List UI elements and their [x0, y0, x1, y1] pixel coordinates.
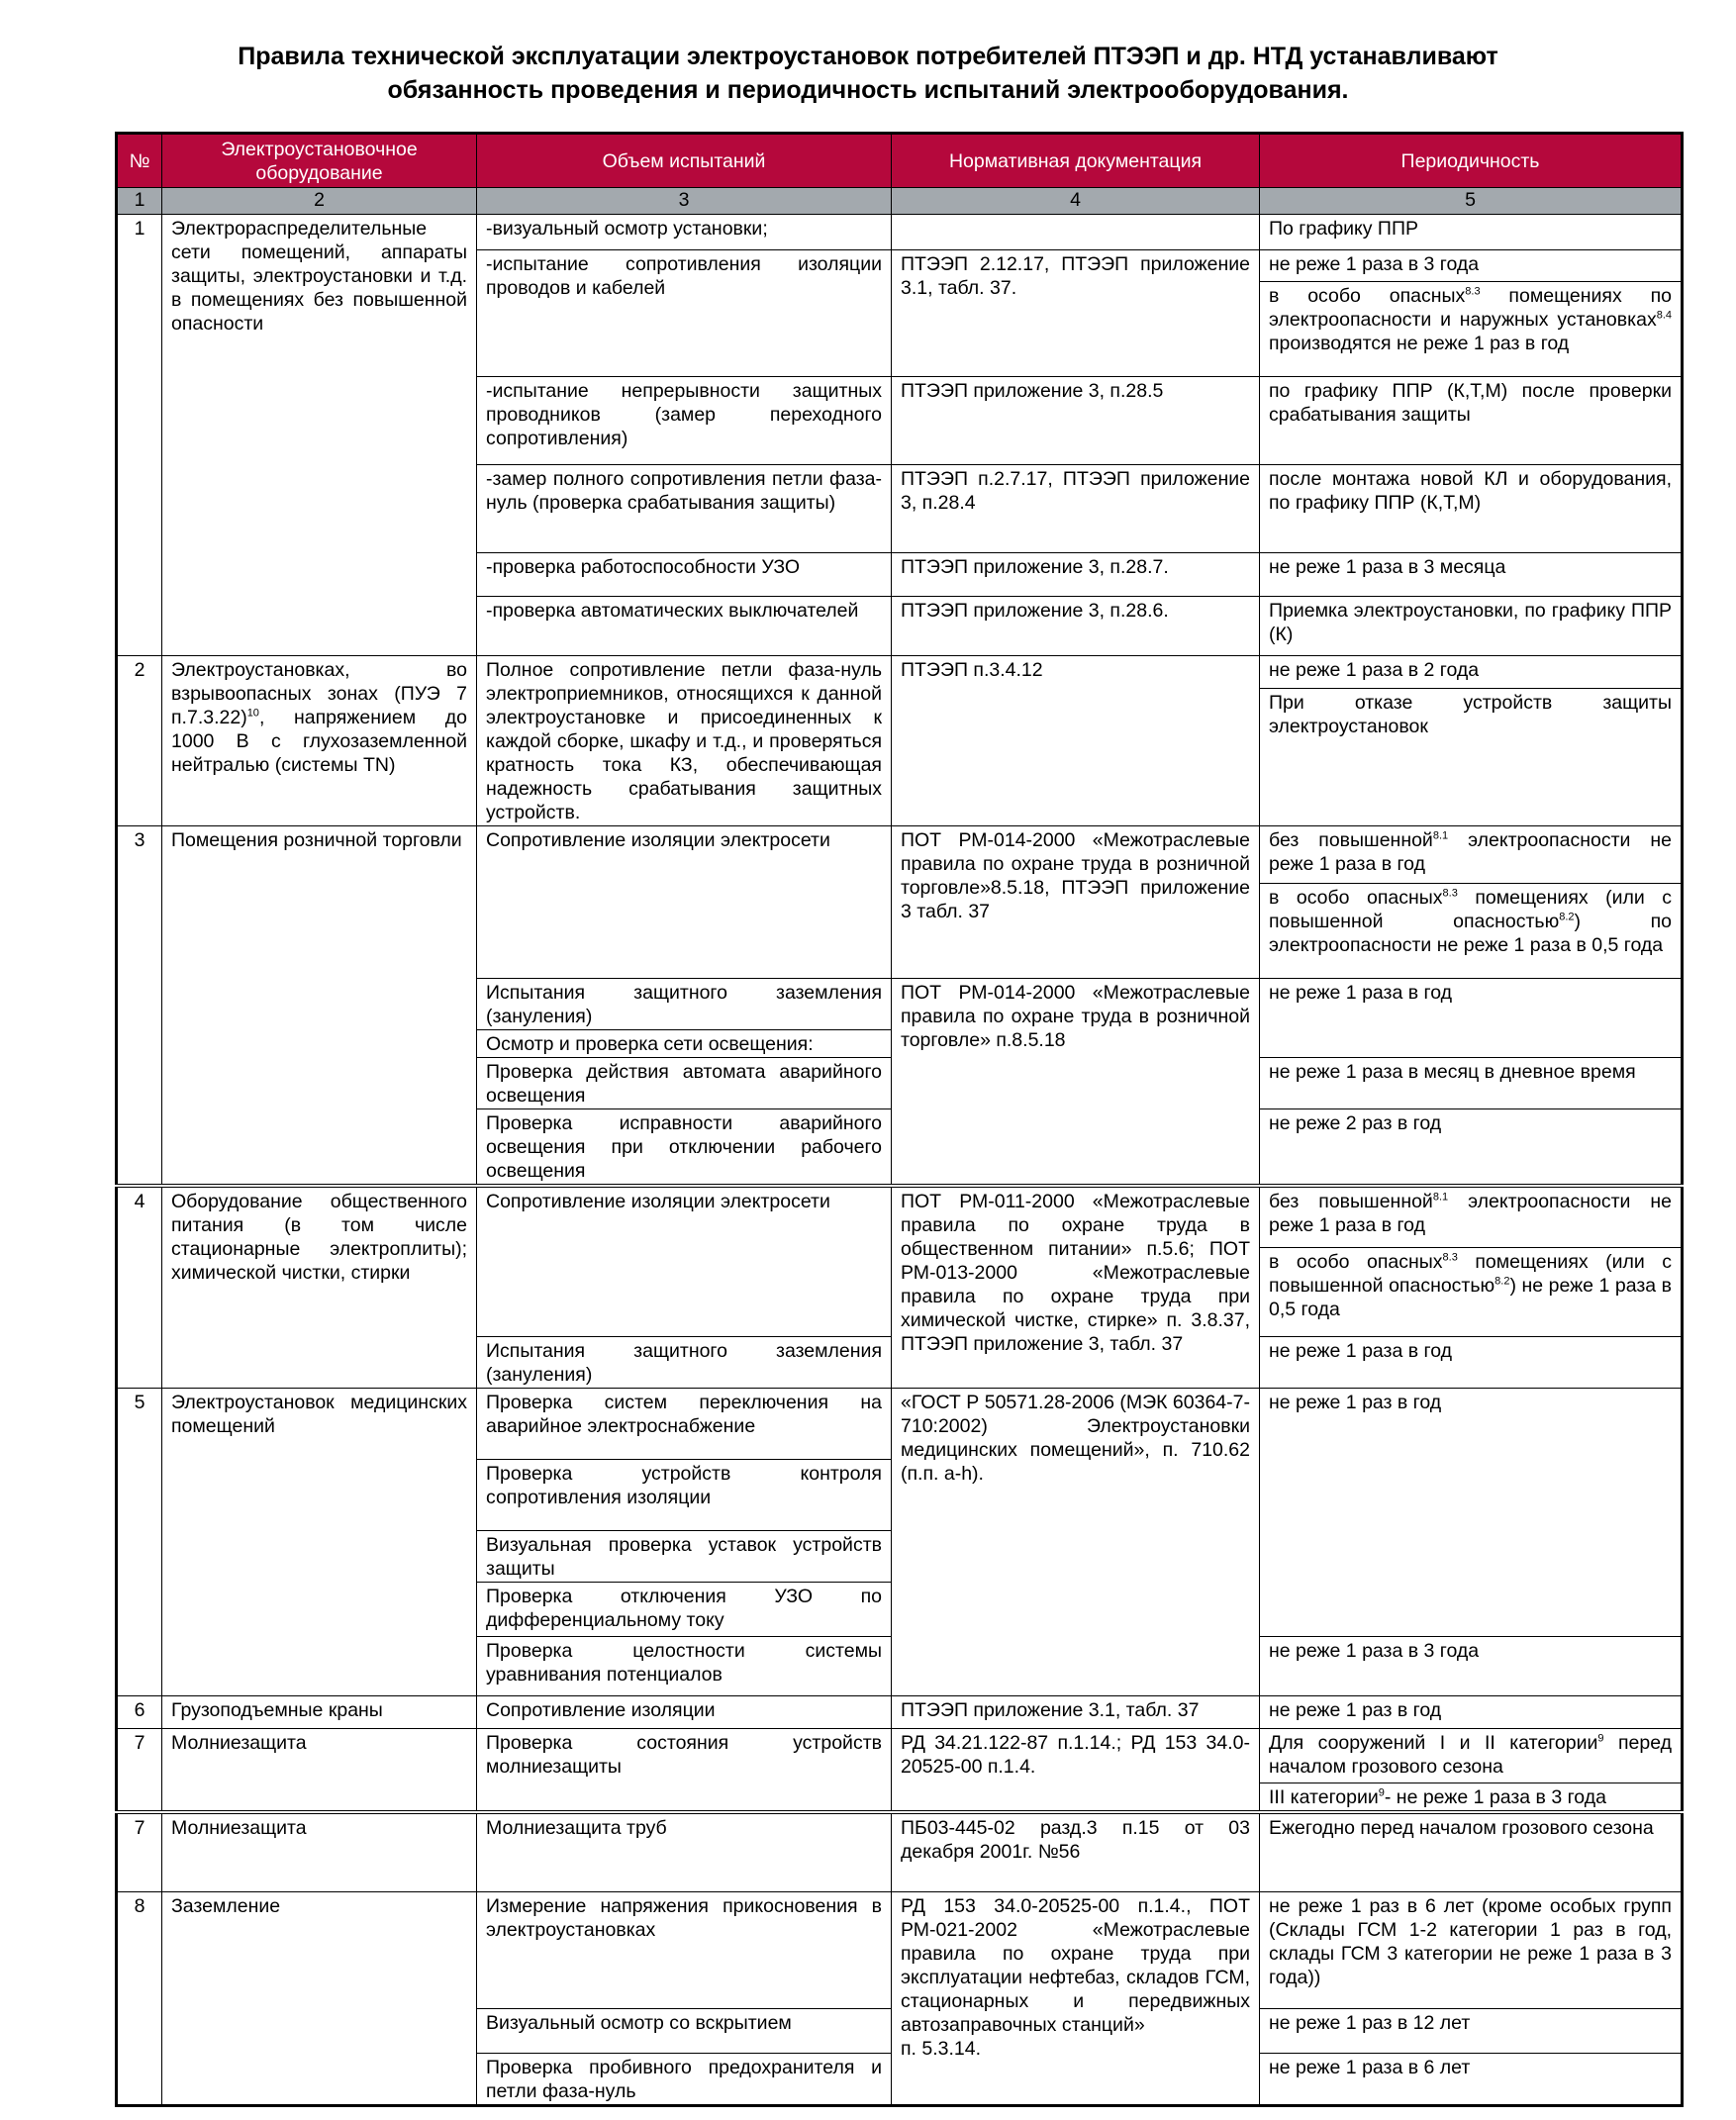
row-number: 1	[117, 215, 162, 656]
text: в особо опасных	[1269, 285, 1466, 307]
period-cell: по графику ППР (К,Т,М) после проверки срабатывания защиты	[1260, 377, 1683, 465]
header-row	[117, 134, 1683, 188]
header-num: №	[117, 134, 162, 188]
text: электроопасности не реже 1 раза в год	[1269, 829, 1672, 875]
text: помещениях (или с повышенной опасностью	[1269, 887, 1672, 932]
text: РД 153 34.0-20525-00 п.1.4., ПОТ РМ-021-2002 «Межотраслевые правила по охране труда при эксплуатации нефтебаз, складов ГСМ, стационарных и передвижных автозаправочных станций»	[901, 1894, 1250, 2036]
footnote-ref: 9	[1378, 1786, 1385, 1798]
docs-cell: «ГОСТ Р 50571.28-2006 (МЭК 60364-7-710:2002) Электроустановки медицинских помещений», п. 710.62 (п.п. a-h).	[892, 1388, 1260, 1695]
period-cell	[1260, 1186, 1683, 1247]
period-cell: не реже 1 раза в 2 года	[1260, 656, 1683, 689]
scope-cell: Проверка отключения УЗО по дифференциальному току	[477, 1582, 892, 1636]
row-number: 3	[117, 826, 162, 1187]
scope-cell: Молниезащита труб	[477, 1812, 892, 1891]
period-cell	[1260, 1783, 1683, 1812]
row-number: 4	[117, 1186, 162, 1388]
equipment-cell: Молниезащита	[162, 1812, 477, 1891]
table-row	[117, 826, 1683, 884]
table-row	[117, 1891, 1683, 2008]
text: ) по электроопасности не реже 1 раза в 0,5 года	[1269, 911, 1672, 956]
text: электроопасности не реже 1 раза в год	[1269, 1191, 1672, 1236]
col-number: 3	[477, 188, 892, 215]
period-cell: Ежегодно перед началом грозового сезона	[1260, 1812, 1683, 1891]
equipment-cell	[162, 656, 477, 826]
period-cell	[1260, 826, 1683, 884]
column-number-row	[117, 188, 1683, 215]
docs-cell: ПБ03-445-02 разд.3 п.15 от 03 декабря 2001г. №56	[892, 1812, 1260, 1891]
period-cell: не реже 2 раз в год	[1260, 1109, 1683, 1187]
table-row	[117, 1186, 1683, 1247]
period-cell: По графику ППР	[1260, 215, 1683, 250]
header-equipment: Электроустановочное оборудование	[162, 134, 477, 188]
docs-cell: РД 34.21.122-87 п.1.14.; РД 153 34.0-20525-00 п.1.4.	[892, 1728, 1260, 1812]
row-number: 5	[117, 1388, 162, 1695]
row-number: 2	[117, 656, 162, 826]
scope-cell: Испытания защитного заземления (зануления)	[477, 979, 892, 1030]
row-number: 7	[117, 1812, 162, 1891]
scope-cell: Проверка состояния устройств молниезащиты	[477, 1728, 892, 1812]
header-scope: Объем испытаний	[477, 134, 892, 188]
title-line-1: Правила технической эксплуатации электроустановок потребителей ПТЭЭП и др. НТД устанавливают	[238, 43, 1498, 70]
scope-cell: Визуальная проверка уставок устройств защиты	[477, 1530, 892, 1582]
equipment-cell: Электрораспределительные сети помещений, аппараты защиты, электроустановки и т.д. в помещениях без повышенной опасности	[162, 215, 477, 656]
header-period: Периодичность	[1260, 134, 1683, 188]
header-docs: Нормативная документация	[892, 134, 1260, 188]
footnote-ref: 8.3	[1465, 285, 1481, 298]
period-cell: не реже 1 раз в год	[1260, 1695, 1683, 1728]
docs-cell: ПОТ РМ-011-2000 «Межотраслевые правила по охране труда в общественном питании» п.5.6; ПОТ РМ-013-2000 «Межотраслевые правила по охране труда при химической чистке, стирке» п. 3.8.37, ПТЭЭП приложение 3, табл. 37	[892, 1186, 1260, 1388]
period-cell: не реже 1 раз в 6 лет (кроме особых групп (Склады ГСМ 1-2 категории 1 раз в год, склады ГСМ 3 категории не реже 1 раза в 3 года))	[1260, 1891, 1683, 2008]
period-cell	[1260, 884, 1683, 979]
scope-cell: Проверка исправности аварийного освещения при отключении рабочего освещения	[477, 1109, 892, 1187]
text: помещениях (или с повышенной опасностью	[1269, 1250, 1672, 1297]
docs-cell: ПТЭЭП приложение 3, п.28.5	[892, 377, 1260, 465]
scope-cell: -проверка автоматических выключателей	[477, 597, 892, 656]
text: - не реже 1 раза в 3 года	[1384, 1785, 1606, 1808]
equipment-cell: Электроустановок медицинских помещений	[162, 1388, 477, 1695]
period-cell	[1260, 282, 1683, 377]
equipment-cell: Оборудование общественного питания (в том числе стационарные электроплиты); химической чистки, стирки	[162, 1186, 477, 1388]
scope-cell: -испытание непрерывности защитных проводников (замер переходного сопротивления)	[477, 377, 892, 465]
scope-cell: -проверка работоспособности УЗО	[477, 553, 892, 597]
period-cell: не реже 1 раза в 3 месяца	[1260, 553, 1683, 597]
period-cell: При отказе устройств защиты электроустановок	[1260, 688, 1683, 825]
table-row	[117, 1812, 1683, 1891]
text: в особо опасных	[1269, 887, 1443, 909]
table-row	[117, 215, 1683, 250]
period-cell: не реже 1 раза в 6 лет	[1260, 2053, 1683, 2105]
equipment-cell: Помещения розничной торговли	[162, 826, 477, 1187]
col-number: 4	[892, 188, 1260, 215]
scope-cell: -визуальный осмотр установки;	[477, 215, 892, 250]
scope-cell: Проверка целостности системы уравнивания потенциалов	[477, 1636, 892, 1695]
footnote-ref: 10	[246, 707, 259, 720]
docs-cell: ПТЭЭП приложение 3, п.28.6.	[892, 597, 1260, 656]
docs-cell: ПТЭЭП п.2.7.17, ПТЭЭП приложение 3, п.28.4	[892, 465, 1260, 553]
text: перед началом грозового сезона	[1269, 1731, 1673, 1778]
col-number: 1	[117, 188, 162, 215]
table-row	[117, 656, 1683, 689]
equipment-cell: Молниезащита	[162, 1728, 477, 1812]
table-row	[117, 1695, 1683, 1728]
footnote-ref: 8.2	[1559, 911, 1575, 923]
scope-cell: Осмотр и проверка сети освещения:	[477, 1030, 892, 1058]
scope-cell: Визуальный осмотр со вскрытием	[477, 2008, 892, 2053]
title-line-2: обязанность проведения и периодичность испытаний электрооборудования.	[387, 76, 1349, 104]
period-cell: не реже 1 раз в год	[1260, 1388, 1683, 1636]
scope-cell: Проверка систем переключения на аварийное электроснабжение	[477, 1388, 892, 1459]
scope-cell: Сопротивление изоляции электросети	[477, 826, 892, 979]
row-number: 7	[117, 1728, 162, 1812]
period-cell: после монтажа новой КЛ и оборудования, по графику ППР (К,Т,М)	[1260, 465, 1683, 553]
text: помещениях по электроопасности и наружных установках	[1269, 285, 1672, 331]
docs-cell: ПТЭЭП приложение 3, п.28.7.	[892, 553, 1260, 597]
text: , напряжением до 1000 В с глухозаземленной нейтралью (системы TN)	[171, 707, 467, 776]
footnote-ref: 8.2	[1495, 1275, 1510, 1287]
text: без повышенной	[1269, 829, 1433, 851]
period-cell: не реже 1 раз в 12 лет	[1260, 2008, 1683, 2053]
docs-cell: ПТЭЭП приложение 3.1, табл. 37	[892, 1695, 1260, 1728]
scope-cell: Проверка действия автомата аварийного освещения	[477, 1058, 892, 1109]
footnote-ref: 8.1	[1432, 829, 1449, 842]
scope-cell: Измерение напряжения прикосновения в электроустановках	[477, 1891, 892, 2008]
scope-cell: -замер полного сопротивления петли фаза-нуль (проверка срабатывания защиты)	[477, 465, 892, 553]
tests-table	[115, 132, 1684, 2107]
equipment-cell: Грузоподъемные краны	[162, 1695, 477, 1728]
period-cell	[1260, 1247, 1683, 1336]
row-number: 6	[117, 1695, 162, 1728]
scope-cell: -испытание сопротивления изоляции проводов и кабелей	[477, 250, 892, 377]
docs-cell: ПОТ РМ-014-2000 «Межотраслевые правила по охране труда в розничной торговле» п.8.5.18	[892, 979, 1260, 1187]
text: III категории	[1269, 1785, 1379, 1808]
scope-cell: Сопротивление изоляции	[477, 1695, 892, 1728]
text: в особо опасных	[1269, 1250, 1443, 1273]
period-cell	[1260, 1728, 1683, 1783]
docs-cell	[892, 1891, 1260, 2105]
scope-cell: Проверка пробивного предохранителя и петли фаза-нуль	[477, 2053, 892, 2105]
table-row	[117, 1388, 1683, 1459]
period-cell: не реже 1 раза в 3 года	[1260, 1636, 1683, 1695]
period-cell: Приемка электроустановки, по графику ППР (К)	[1260, 597, 1683, 656]
text: производятся не реже 1 раз в год	[1269, 333, 1570, 354]
col-number: 5	[1260, 188, 1683, 215]
footnote-ref: 8.3	[1442, 887, 1458, 900]
table-row	[117, 1728, 1683, 1783]
scope-cell: Испытания защитного заземления (зануления)	[477, 1336, 892, 1388]
text: Для сооружений I и II категории	[1269, 1731, 1598, 1754]
text: ) не реже 1 раза в 0,5 года	[1269, 1274, 1672, 1320]
equipment-cell: Заземление	[162, 1891, 477, 2105]
docs-cell	[892, 215, 1260, 250]
footnote-ref: 8.1	[1432, 1191, 1449, 1204]
row-number: 8	[117, 1891, 162, 2105]
docs-cell: ПТЭЭП п.3.4.12	[892, 656, 1260, 826]
period-cell: не реже 1 раза в год	[1260, 979, 1683, 1058]
docs-cell: ПТЭЭП 2.12.17, ПТЭЭП приложение 3.1, табл. 37.	[892, 250, 1260, 377]
docs-cell: ПОТ РМ-014-2000 «Межотраслевые правила по охране труда в розничной торговле»8.5.18, ПТЭЭП приложение 3 табл. 37	[892, 826, 1260, 979]
footnote-ref: 8.4	[1656, 309, 1672, 322]
scope-cell: Сопротивление изоляции электросети	[477, 1186, 892, 1336]
footnote-ref: 9	[1597, 1732, 1604, 1744]
text: Электроустановках, во взрывоопасных зонах (ПУЭ 7 п.7.3.22)	[171, 659, 467, 728]
col-number: 2	[162, 188, 477, 215]
period-cell: не реже 1 раза в год	[1260, 1336, 1683, 1388]
text: без повышенной	[1269, 1191, 1433, 1212]
scope-cell: Полное сопротивление петли фаза-нуль электроприемников, относящихся к данной электроустановке и присоединенных к каждой сборке, шкафу и т.д., и проверяться кратность тока КЗ, обеспечивающая надежность срабатывания защитных устройств.	[477, 656, 892, 826]
period-cell: не реже 1 раза в месяц в дневное время	[1260, 1058, 1683, 1109]
period-cell: не реже 1 раза в 3 года	[1260, 250, 1683, 282]
page-title	[0, 40, 1736, 107]
text: п. 5.3.14.	[901, 2037, 982, 2060]
scope-cell: Проверка устройств контроля сопротивления изоляции	[477, 1459, 892, 1530]
footnote-ref: 8.3	[1442, 1251, 1458, 1263]
